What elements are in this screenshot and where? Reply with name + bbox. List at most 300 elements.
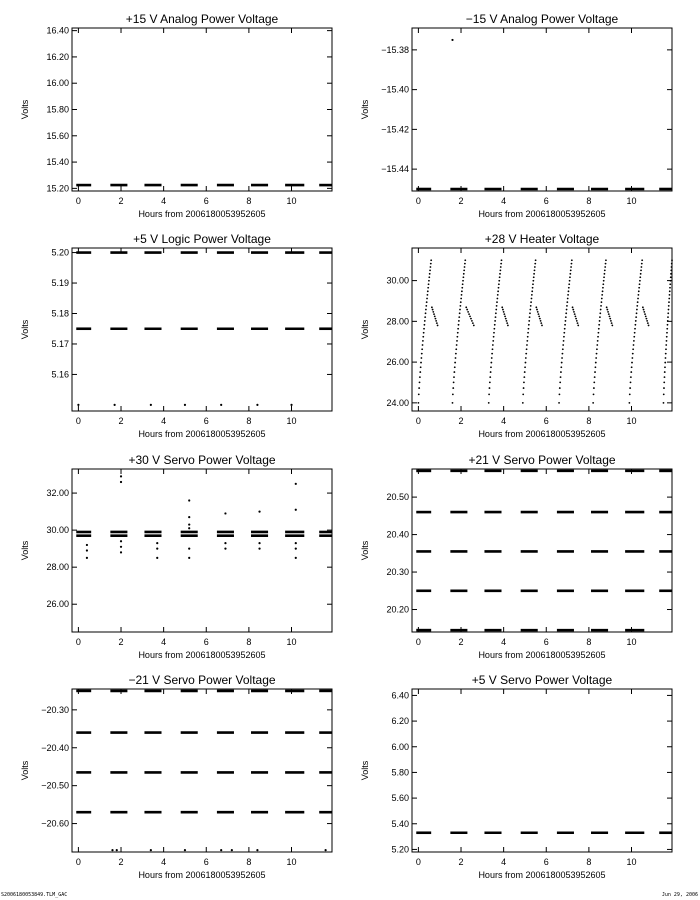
data-point [120,540,122,542]
y-tick-label: 5.17 [51,338,69,349]
x-tick-label: 6 [203,196,209,206]
data-point [256,404,258,406]
data-point [421,348,423,350]
plot-frame [72,689,332,852]
y-tick-label: −15.40 [381,84,409,95]
chart-title: −15 V Analog Power Voltage [465,12,619,26]
data-point [426,301,428,303]
data-point [524,371,526,373]
data-point [577,322,579,324]
data-point [663,393,665,395]
x-tick-label: 8 [586,857,592,867]
data-point [535,306,537,308]
data-point [539,318,541,320]
data-point [456,344,458,346]
data-point [120,546,122,548]
data-point [429,273,431,275]
data-point [86,544,88,546]
x-tick-label: 8 [246,196,252,206]
data-point [497,290,499,292]
data-point [604,269,606,271]
data-point [560,371,562,373]
data-point [456,336,458,338]
data-point [465,306,467,308]
data-point [594,376,596,378]
data-point [188,516,190,518]
data-point [231,849,233,851]
chart-title: +30 V Servo Power Voltage [128,453,276,467]
data-point [602,290,604,292]
data-point [499,273,501,275]
data-point [462,276,464,278]
x-tick-label: 10 [286,196,297,206]
data-point [601,301,603,303]
data-point [526,344,528,346]
data-point [541,325,543,327]
x-tick-label: 10 [626,416,637,426]
data-point [669,294,671,296]
y-tick-label: 24.00 [386,397,409,408]
chart-panel [20,12,332,219]
footer-date-label: Jun 29, 2006 [661,892,698,898]
data-point [457,332,459,334]
y-tick-label: 6.00 [391,741,409,752]
data-point [565,312,567,314]
data-point [531,290,533,292]
data-point [573,311,575,313]
y-axis-label: Volts [360,99,370,120]
y-tick-label: 5.60 [391,793,409,804]
data-point [558,402,560,404]
data-point [496,298,498,300]
data-point [631,362,633,364]
data-point [494,320,496,322]
data-point [419,371,421,373]
chart-panel [20,232,332,439]
y-tick-label: −20.50 [41,780,69,791]
data-point [458,320,460,322]
x-tick-label: 6 [203,857,209,867]
data-point [664,362,666,364]
data-point [500,263,502,265]
data-point [506,320,508,322]
data-point [466,309,468,311]
data-point [639,276,641,278]
data-point [666,332,668,334]
x-axis-label: Hours from 2006180053952605 [138,870,266,880]
y-tick-label: −15.38 [381,44,409,55]
data-point [424,316,426,318]
data-point [531,298,533,300]
data-point [598,328,600,330]
data-point [576,320,578,322]
data-point [668,309,670,311]
data-point [570,269,572,271]
data-point [430,263,432,265]
data-point [629,387,631,389]
data-point [646,320,648,322]
data-point [611,325,613,327]
y-tick-label: 5.19 [51,278,69,289]
data-point [454,366,456,368]
y-tick-label: 5.20 [51,247,69,258]
x-tick-label: 6 [203,416,209,426]
data-point [461,290,463,292]
data-point [425,305,427,307]
data-point [492,340,494,342]
data-point [86,549,88,551]
y-tick-label: 15.20 [46,183,69,194]
data-point [635,320,637,322]
data-point [600,305,602,307]
data-point [634,328,636,330]
data-point [664,366,666,368]
y-tick-label: 5.18 [51,308,69,319]
chart-panel [360,232,673,439]
data-point [527,332,529,334]
y-tick-label: 15.60 [46,130,69,141]
data-point [114,404,116,406]
data-point [499,276,501,278]
data-point [603,276,605,278]
y-axis-label: Volts [360,540,370,561]
x-tick-label: 6 [543,196,549,206]
chart-panel [20,453,332,660]
data-point [295,557,297,559]
x-tick-label: 2 [458,196,464,206]
data-point [430,259,432,261]
data-point [463,269,465,271]
x-tick-label: 0 [75,196,81,206]
x-tick-label: 4 [161,637,167,647]
data-point [598,324,600,326]
data-point [534,269,536,271]
data-point [668,298,670,300]
y-tick-label: 26.00 [46,599,69,610]
data-point [150,849,152,851]
data-point [498,287,500,289]
data-point [455,348,457,350]
data-point [645,315,647,317]
chart-panel [360,12,672,219]
data-point [523,376,525,378]
data-point [669,287,671,289]
data-point [493,328,495,330]
data-point [428,283,430,285]
y-tick-label: −20.40 [41,742,69,753]
data-point [419,381,421,383]
data-point [562,353,564,355]
y-axis-label: Volts [360,319,370,340]
data-point [523,381,525,383]
data-point [120,475,122,477]
data-point [469,315,471,317]
y-tick-label: 28.00 [386,316,409,327]
data-point [670,280,672,282]
chart-title: +5 V Servo Power Voltage [471,673,613,687]
data-point [592,402,594,404]
y-tick-label: 16.20 [46,51,69,62]
data-point [224,542,226,544]
data-point [577,325,579,327]
data-point [427,290,429,292]
data-point [572,309,574,311]
x-tick-label: 8 [246,416,252,426]
data-point [636,312,638,314]
data-point [602,287,604,289]
y-tick-label: 16.00 [46,78,69,89]
x-axis-label: Hours from 2006180053952605 [138,650,266,660]
x-axis-label: Hours from 2006180053952605 [478,429,606,439]
data-point [538,313,540,315]
data-point [150,404,152,406]
data-point [595,362,597,364]
data-point [566,305,568,307]
y-tick-label: 20.50 [386,492,409,503]
data-point [636,305,638,307]
data-point [599,312,601,314]
data-point [664,371,666,373]
x-tick-label: 2 [118,637,124,647]
data-point [425,309,427,311]
x-tick-label: 6 [543,416,549,426]
data-point [566,301,568,303]
data-point [452,387,454,389]
data-point [525,357,527,359]
data-point [530,305,532,307]
data-point [643,311,645,313]
y-tick-label: 20.40 [386,529,409,540]
data-point [420,366,422,368]
data-point [424,324,426,326]
x-tick-label: 8 [246,637,252,647]
y-tick-label: −20.30 [41,704,69,715]
data-point [464,259,466,261]
x-axis-label: Hours from 2006180053952605 [138,429,266,439]
data-point [609,315,611,317]
x-tick-label: 4 [501,196,507,206]
data-point [632,353,634,355]
data-point [668,305,670,307]
x-tick-label: 4 [501,637,507,647]
data-point [156,557,158,559]
data-point [600,309,602,311]
data-point [503,313,505,315]
data-point [563,336,565,338]
data-point [634,324,636,326]
data-point [532,287,534,289]
data-point [605,259,607,261]
data-point [608,313,610,315]
plot-frame [72,469,332,632]
data-point [561,357,563,359]
data-point [526,348,528,350]
data-point [640,273,642,275]
data-point [562,348,564,350]
data-point [628,402,630,404]
data-point [434,315,436,317]
data-point [666,340,668,342]
x-tick-label: 8 [586,196,592,206]
data-point [531,294,533,296]
data-point [604,266,606,268]
data-point [640,269,642,271]
data-point [423,332,425,334]
data-point [667,316,669,318]
data-point [455,353,457,355]
plot-frame [412,248,672,411]
data-point [491,357,493,359]
data-point [490,362,492,364]
x-tick-label: 10 [626,637,637,647]
data-point [533,273,535,275]
data-point [568,290,570,292]
data-point [568,283,570,285]
data-point [563,332,565,334]
data-point [638,290,640,292]
data-point [433,313,435,315]
data-point [256,849,258,851]
data-point [501,306,503,308]
data-point [604,273,606,275]
x-tick-label: 2 [118,416,124,426]
data-point [188,548,190,550]
data-point [670,273,672,275]
data-point [258,511,260,513]
data-point [522,393,524,395]
data-point [668,301,670,303]
y-tick-label: 15.40 [46,157,69,168]
data-point [666,336,668,338]
data-point [431,306,433,308]
data-point [495,309,497,311]
y-tick-label: 5.16 [51,369,69,380]
data-point [632,348,634,350]
y-axis-label: Volts [20,99,30,120]
data-point [597,340,599,342]
data-point [502,309,504,311]
data-point [459,305,461,307]
y-tick-label: 6.20 [391,716,409,727]
data-point [188,557,190,559]
data-point [663,387,665,389]
data-point [597,336,599,338]
data-point [529,312,531,314]
data-point [470,318,472,320]
data-point [490,366,492,368]
data-point [489,376,491,378]
data-point [528,324,530,326]
data-point [471,320,473,322]
data-point [418,387,420,389]
y-tick-label: 32.00 [46,488,69,499]
data-point [565,316,567,318]
x-tick-label: 4 [501,416,507,426]
data-point [325,849,327,851]
data-point [559,387,561,389]
data-point [488,393,490,395]
data-point [534,266,536,268]
data-point [453,376,455,378]
data-point [77,404,79,406]
data-point [224,548,226,550]
data-point [670,269,672,271]
data-point [156,548,158,550]
x-tick-label: 6 [543,637,549,647]
data-point [459,309,461,311]
data-point [436,322,438,324]
y-tick-label: 20.20 [386,604,409,615]
data-point [220,404,222,406]
data-point [665,353,667,355]
data-point [467,311,469,313]
data-point [528,328,530,330]
data-point [495,316,497,318]
data-point [496,301,498,303]
data-point [525,362,527,364]
data-point [489,387,491,389]
data-point [532,283,534,285]
data-point [566,309,568,311]
data-point [561,362,563,364]
data-point [463,273,465,275]
data-point [564,328,566,330]
data-point [667,312,669,314]
data-point [424,320,426,322]
data-point [522,402,524,404]
x-tick-label: 4 [161,196,167,206]
data-point [569,273,571,275]
data-point [464,266,466,268]
data-point [568,287,570,289]
data-point [422,336,424,338]
data-point [295,542,297,544]
data-point [461,287,463,289]
data-point [453,371,455,373]
x-tick-label: 10 [286,637,297,647]
data-point [493,332,495,334]
data-point [595,366,597,368]
data-point [593,387,595,389]
data-point [671,259,673,261]
data-point [492,344,494,346]
data-point [633,336,635,338]
data-point [667,324,669,326]
x-tick-label: 8 [246,857,252,867]
data-point [493,336,495,338]
data-point [607,311,609,313]
data-point [184,849,186,851]
data-point [224,512,226,514]
x-tick-label: 0 [75,416,81,426]
data-point [421,353,423,355]
data-point [86,557,88,559]
data-point [120,481,122,483]
data-point [669,283,671,285]
data-point [506,322,508,324]
x-tick-label: 0 [415,637,421,647]
data-point [418,393,420,395]
data-point [646,318,648,320]
data-point [498,283,500,285]
x-axis-label: Hours from 2006180053952605 [478,209,606,219]
x-tick-label: 0 [75,637,81,647]
x-tick-label: 8 [586,416,592,426]
x-tick-label: 4 [501,857,507,867]
data-point [605,263,607,265]
data-point [495,312,497,314]
data-point [574,315,576,317]
